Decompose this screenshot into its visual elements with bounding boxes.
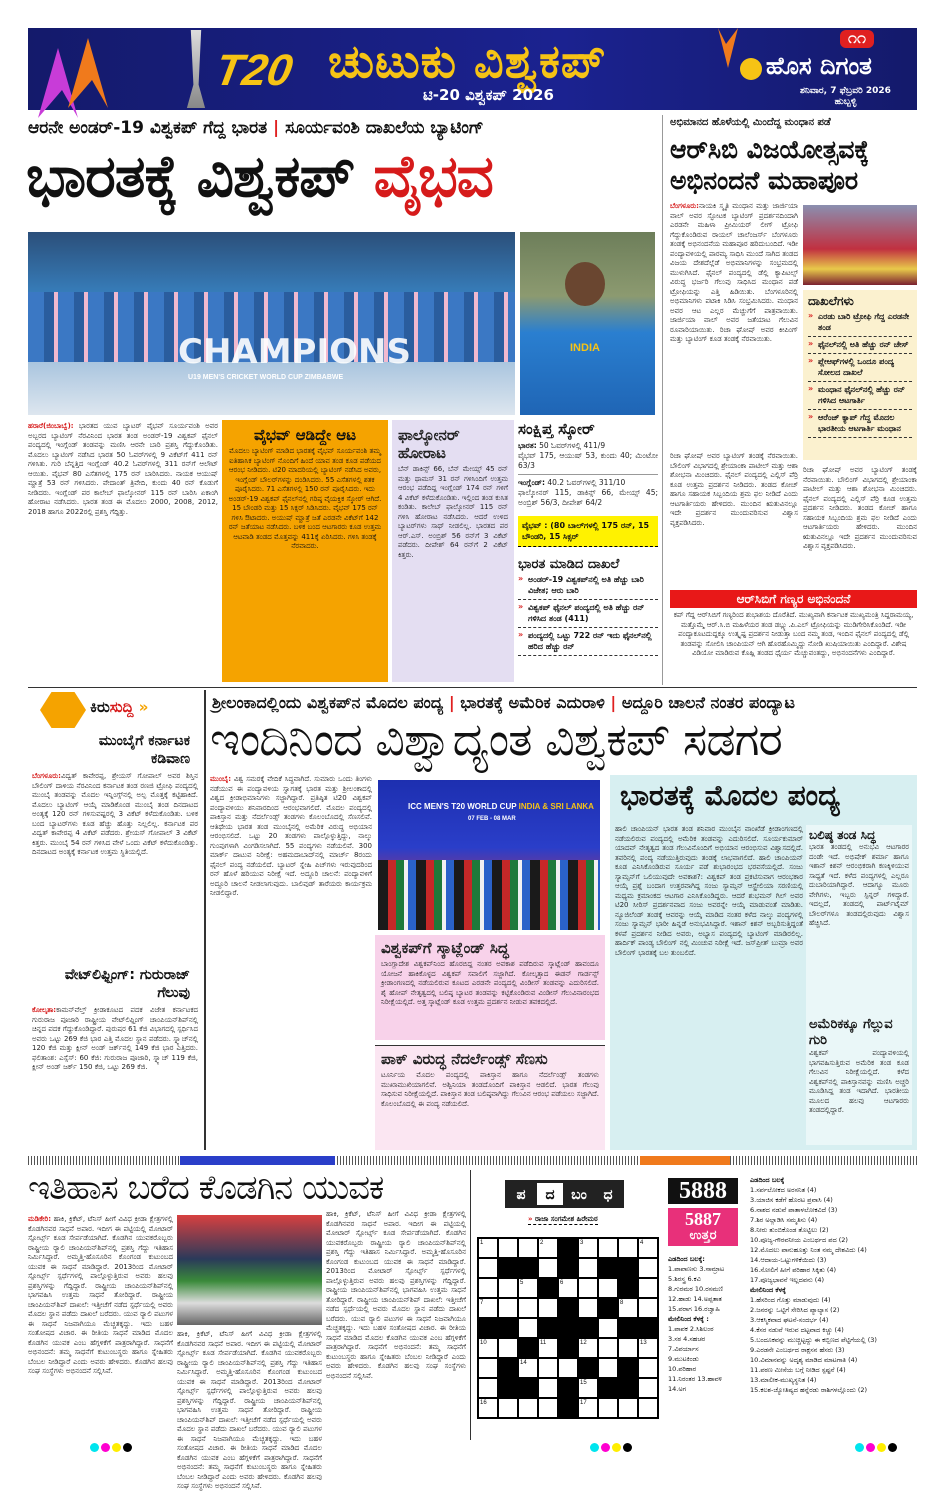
lead-body	[28, 422, 218, 684]
title-letter: ಪ	[516, 1186, 526, 1202]
rcb-body	[670, 202, 798, 450]
records-title: ದಾಖಲೆಗಳು	[808, 294, 854, 308]
crossword-block	[618, 1258, 638, 1278]
crossword-cell[interactable]	[498, 1298, 518, 1318]
lead-headline	[26, 142, 493, 211]
clue-item: 16.ಸೋಲಿಗೆ ಹೀಗೆ ಪರಿಹಾರ ಸಿಕ್ಕಿತು (4)	[750, 1266, 837, 1274]
section-banner	[28, 28, 917, 110]
kodagu-body-col2: ಹಾಕಿ, ಕ್ರಿಕೆಟ್, ಟೆನಿಸ್ ಹೀಗೆ ವಿವಿಧ ಕ್ರೀಡಾ ಕ್ಷೇತ್ರಗಳಲ್ಲಿ ಕೊಡಗಿನವರ ಸಾಧನೆ ಅಪಾರ. ಇದೀಗ ಈ ಪಟ್ಟಿಯಲ್ಲಿ ಮೋಟಾರ್ ಸ್ಪೋರ್ಟ್ಸ್ ಕೂಡ ಸೇರ್ಪಡೆಯಾಗಿದೆ. ಕೊಡಗಿನ ಯುವಕರೊಬ್ಬರು ರಾಷ್ಟ್ರೀಯ ರ‍್ಯಾಲಿ ಚಾಂಪಿಯನ್‌ಶಿಪ್‌ನಲ್ಲಿ ಪ್ರಶಸ್ತಿ ಗೆದ್ದು ಇತಿಹಾಸ ನಿರ್ಮಿಸಿದ್ದಾರೆ. ಅಮ್ಮತ್ತಿ-ಹೊಸೂರಿನ ಕೊಂಗಂಡ ಕುಟುಂಬದ ಯುವಕ ಈ ಸಾಧನೆ ಮಾಡಿದ್ದಾರೆ. 2013ರಿಂದ ಮೋಟಾರ್ ಸ್ಪೋರ್ಟ್ಸ್ ಸ್ಪರ್ಧೆಗಳಲ್ಲಿ ಪಾಲ್ಗೊಳ್ಳುತ್ತಿರುವ ಅವರು ಹಲವು ಪ್ರಶಸ್ತಿಗಳನ್ನು ಗೆದ್ದಿದ್ದಾರೆ. ರಾಷ್ಟ್ರೀಯ ಚಾಂಪಿಯನ್‌ಶಿಪ್‌ನಲ್ಲಿ ಭಾಗವಹಿಸಿ ಉತ್ತಮ ಸಾಧನೆ ತೋರಿದ್ದಾರೆ. ರಾಷ್ಟ್ರೀಯ ಚಾಂಪಿಯನ್‌ಶಿಪ್ ದಾಖಲೆ: ಇತ್ತೀಚೆಗೆ ನಡೆದ ಸ್ಪರ್ಧೆಯಲ್ಲಿ ಅವರು ಮೊದಲ ಸ್ಥಾನ ಪಡೆದು ದಾಖಲೆ ಬರೆದರು. ಯುವ ರ‍್ಯಾಲಿ ಪಟುಗಳ ಈ ಸಾಧನೆ ನಿಜವಾಗಿಯೂ ಮೆಚ್ಚತಕ್ಕದ್ದು. ಇದು ಬಹಳ ಸಂತೋಷದ ವಿಚಾರ. ಈ ರೀತಿಯ ಸಾಧನೆ ಮಾಡಿದ ಮೊದಲ ಕೊಡಗಿನ ಯುವಕ ಎಂಬ ಹೆಗ್ಗಳಿಕೆಗೆ ಪಾತ್ರರಾಗಿದ್ದಾರೆ. ಸಾಧನೆಗೆ ಅಭಿನಂದನೆ: ತಮ್ಮ ಸಾಧನೆಗೆ ಕುಟುಂಬಸ್ಥರು ಹಾಗೂ ಸ್ನೇಹಿತರು ಬೆಂಬಲ ನೀಡಿದ್ದಾರೆ ಎಂದು ಅವರು ಹೇಳಿದರು. ಕೊಡಗಿನ ಹಲವು ಸಂಘ ಸಂಸ್ಥೆಗಳು ಅಭಿನಂದನೆ ಸಲ್ಲಿಸಿವೆ.	[177, 1330, 322, 1490]
clue-item: 9.ಮುಟಕಿಂಡು	[668, 1355, 699, 1363]
crossword-cell[interactable]	[638, 1278, 658, 1298]
crossword-block	[598, 1298, 618, 1318]
page-number: ೧೧	[840, 30, 874, 48]
crossword-cell[interactable]	[578, 1278, 598, 1298]
crossword-cell[interactable]	[618, 1398, 638, 1418]
clue-item: 10.ಪರಿಹಾರ	[668, 1365, 697, 1373]
side-body: ಭಾರತ ತಂಡದಲ್ಲಿ ಅನುಭವಿ ಆಟಗಾರರ ದಂಡೇ ಇದೆ. ಅಭಿಷೇಕ್ ಶರ್ಮಾ ಹಾಗೂ ಇಶಾನ್ ಕಿಶನ್ ಆರಂಭಿಕರಾಗಿ ಕಣಕ್ಕಿಳಿಯುವ ಸಾಧ್ಯತೆ ಇದೆ. ಕಳೆದ ಪಂದ್ಯಗಳಲ್ಲಿ ಎಲ್ಲರೂ ದುಬಾರಿಯಾಗಿದ್ದಾರೆ. ಆದಾಗ್ಯೂ ಮೂರು ವೇಗಿಗಳು, ಇಬ್ಬರು ಸ್ಪಿನ್ನರ್ ಗಳಿದ್ದಾರೆ. ಇದಲ್ಲದೆ, ತಂಡದಲ್ಲಿ ಪಾರ್ಟ್‌ಟೈಮ್ ಬೌಲರ್‌ಗಳೂ ತಂಡದಲ್ಲಿರುವುದು ವಿಶ್ವಾಸ ಹೆಚ್ಚಿಸಿದೆ.	[809, 843, 909, 927]
kicker-part: ಸೂರ್ಯವಂಶಿ ದಾಖಲೆಯ ಬ್ಯಾಟಿಂಗ್	[285, 118, 484, 138]
record-item: » ಪ್ಲೇಆಫ್‌ಗಳಲ್ಲಿ ಒಂದೂ ಪಂದ್ಯ ಸೋಲದ ದಾಖಲೆ	[808, 354, 912, 382]
vaibhav-photo	[520, 232, 655, 415]
clue-heading: ಎಡದಿಂದ ಬಲಕ್ಕೆ:	[668, 1255, 705, 1263]
crossword-cell[interactable]: 13	[638, 1338, 658, 1358]
body-text: ಹಾಕಿ, ಕ್ರಿಕೆಟ್, ಟೆನಿಸ್ ಹೀಗೆ ವಿವಿಧ ಕ್ರೀಡಾ ಕ್ಷೇತ್ರಗಳಲ್ಲಿ ಕೊಡಗಿನವರ ಸಾಧನೆ ಅಪಾರ. ಇದೀಗ ಈ ಪಟ್ಟಿಯಲ್ಲಿ ಮೋಟಾರ್ ಸ್ಪೋರ್ಟ್ಸ್ ಕೂಡ ಸೇರ್ಪಡೆಯಾಗಿದೆ. ಕೊಡಗಿನ ಯುವಕರೊಬ್ಬರು ರಾಷ್ಟ್ರೀಯ ರ‍್ಯಾಲಿ ಚಾಂಪಿಯನ್‌ಶಿಪ್‌ನಲ್ಲಿ ಪ್ರಶಸ್ತಿ ಗೆದ್ದು ಇತಿಹಾಸ ನಿರ್ಮಿಸಿದ್ದಾರೆ. ಅಮ್ಮತ್ತಿ-ಹೊಸೂರಿನ ಕೊಂಗಂಡ ಕುಟುಂಬದ ಯುವಕ ಈ ಸಾಧನೆ ಮಾಡಿದ್ದಾರೆ. 2013ರಿಂದ ಮೋಟಾರ್ ಸ್ಪೋರ್ಟ್ಸ್ ಸ್ಪರ್ಧೆಗಳಲ್ಲಿ ಪಾಲ್ಗೊಳ್ಳುತ್ತಿರುವ ಅವರು ಹಲವು ಪ್ರಶಸ್ತಿಗಳನ್ನು ಗೆದ್ದಿದ್ದಾರೆ. ರಾಷ್ಟ್ರೀಯ ಚಾಂಪಿಯನ್‌ಶಿಪ್‌ನಲ್ಲಿ ಭಾಗವಹಿಸಿ ಉತ್ತಮ ಸಾಧನೆ ತೋರಿದ್ದಾರೆ. ರಾಷ್ಟ್ರೀಯ ಚಾಂಪಿಯನ್‌ಶಿಪ್ ದಾಖಲೆ: ಇತ್ತೀಚೆಗೆ ನಡೆದ ಸ್ಪರ್ಧೆಯಲ್ಲಿ ಅವರು ಮೊದಲ ಸ್ಥಾನ ಪಡೆದು ದಾಖಲೆ ಬರೆದರು. ಯುವ ರ‍್ಯಾಲಿ ಪಟುಗಳ ಈ ಸಾಧನೆ ನಿಜವಾಗಿಯೂ ಮೆಚ್ಚತಕ್ಕದ್ದು. ಇದು ಬಹಳ ಸಂತೋಷದ ವಿಚಾರ. ಈ ರೀತಿಯ ಸಾಧನೆ ಮಾಡಿದ ಮೊದಲ ಕೊಡಗಿನ ಯುವಕ ಎಂಬ ಹೆಗ್ಗಳಿಕೆಗೆ ಪಾತ್ರರಾಗಿದ್ದಾರೆ. ಸಾಧನೆಗೆ ಅಭಿನಂದನೆ: ತಮ್ಮ ಸಾಧನೆಗೆ ಕುಟುಂಬಸ್ಥರು ಹಾಗೂ ಸ್ನೇಹಿತರು ಬೆಂಬಲ ನೀಡಿದ್ದಾರೆ ಎಂದು ಅವರು ಹೇಳಿದರು. ಕೊಡಗಿನ ಹಲವು ಸಂಘ ಸಂಸ್ಥೆಗಳು ಅಭಿನಂದನೆ ಸಲ್ಲಿಸಿವೆ.	[28, 1215, 173, 1375]
clue-item: 7.ಶಿರ ಅಲ್ಲಾಡಿಸಿ ಸಮ್ಮತಿಸು (4)	[750, 1216, 818, 1224]
photo-title-accent: INDIA & SRI LANKA	[518, 802, 594, 811]
clue-item: 4.ಕೆಸರ ನಡುವೆ ಇರುವ ದಟ್ಟವಾದ ಕಿಚ್ಚು (4)	[750, 1326, 844, 1334]
record-item: » ಆರೆಂಜ್ ಕ್ಯಾಪ್ ಗೆದ್ದ ಮೊದಲ ಭಾರತೀಯ ಆಟಗಾರ್ತಿ ಮಂಧಾನ	[808, 410, 912, 438]
paper-emblem-icon	[740, 58, 762, 80]
crossword-cell[interactable]	[578, 1298, 598, 1318]
body-text: ವಿದ್ವತ್ ಕಾವೇರಪ್ಪ, ಶ್ರೇಯಸ್ ಗೋಪಾಲ್ ಅವರ ಶಿಸ್ತಿನ ಬೌಲಿಂಗ್ ದಾಳಿಯ ನೆರವಿನಿಂದ ಕರ್ನಾಟಕ ತಂಡ ರಣಜಿ ಟ್ರೋಫಿ ಪಂದ್ಯದಲ್ಲಿ ಮುಂಬೈ ತಂಡವನ್ನು ಮೊದಲ ಇನ್ನಿಂಗ್ಸ್‌ನಲ್ಲಿ ಅಲ್ಪ ಮೊತ್ತಕ್ಕೆ ಕಟ್ಟಿಹಾಕಿದೆ. ಮೊದಲು ಬ್ಯಾಟಿಂಗ್ ಆಯ್ಕೆ ಮಾಡಿಕೊಂಡ ಮುಂಬೈ ತಂಡ ದಿನದಾಟದ ಅಂತ್ಯಕ್ಕೆ 120 ರನ್ ಗಳಿಸುವಷ್ಟರಲ್ಲಿ 3 ವಿಕೆಟ್ ಕಳೆದುಕೊಂಡಿತು. ಬಳಿಕ ಬಂದ ಬ್ಯಾಟರ್‌ಗಳು ಕೂಡ ಹೆಚ್ಚು ಹೊತ್ತು ನಿಲ್ಲಲಿಲ್ಲ. ಕರ್ನಾಟಕ ಪರ ವಿದ್ವತ್ ಕಾವೇರಪ್ಪ 4 ವಿಕೆಟ್ ಪಡೆದರು. ಶ್ರೇಯಸ್ ಗೋಪಾಲ್ 3 ವಿಕೆಟ್ ಕಿತ್ತರು. ಮುಂಬೈ 54 ರನ್ ಗಳಿಸಿದ ವೇಳೆ ಒಂದು ವಿಕೆಟ್ ಕಳೆದುಕೊಂಡಿತ್ತು. ದಿನದಾಟದ ಅಂತ್ಯಕ್ಕೆ ಕರ್ನಾಟಕ ಉತ್ತಮ ಸ್ಥಿತಿಯಲ್ಲಿದೆ.	[32, 772, 198, 856]
clue-item: 5.ಶಿರಸ್ತ್ರ 6.ಕವಿ	[668, 1275, 701, 1283]
rcb-body-continued: ರಿಚಾ ಘೋಷ್ ಅವರ ಬ್ಯಾಟಿಂಗ್ ತಂಡಕ್ಕೆ ನೆರವಾಯಿತು. ಬೌಲಿಂಗ್ ವಿಭಾಗದಲ್ಲಿ ಶ್ರೇಯಾಂಕಾ ಪಾಟೀಲ್ ಮತ್ತು ಆಶಾ ಶೋಭನಾ ಮಿಂಚಿದರು. ಫೈನಲ್ ಪಂದ್ಯದಲ್ಲಿ ಎಲ್ಲಿಸ್ ಪೆರ್ರಿ ಕೂಡ ಉತ್ತಮ ಪ್ರದರ್ಶನ ನೀಡಿದರು. ತಂಡದ ಕೋಚ್ ಹಾಗೂ ಸಹಾಯಕ ಸಿಬ್ಬಂದಿಯ ಶ್ರಮ ಫಲ ನೀಡಿದೆ ಎಂದು ಆಟಗಾರ್ತಿಯರು ಹೇಳಿದರು. ಮುಂದಿನ ಋತುವಿನಲ್ಲೂ ಇದೇ ಪ್ರದರ್ಶನ ಮುಂದುವರಿಸುವ ವಿಶ್ವಾಸ ವ್ಯಕ್ತಪಡಿಸಿದರು.	[803, 466, 917, 550]
kodagu-headline: ಇತಿಹಾಸ ಬರೆದ ಕೊಡಗಿನ ಯುವಕ	[28, 1168, 384, 1208]
clue-item: 14.ಆದಾಯ-ಒಟ್ಟುಗಳಿಕೆಯಿದು (3)	[750, 1256, 827, 1264]
crossword-cell[interactable]	[598, 1238, 618, 1258]
clue-item: 1.ಪಾಪಾಣಸು 3.ಸಾಮ್ರಾಟ	[668, 1265, 725, 1273]
record-item: » ಪಂದ್ಯದಲ್ಲಿ ಒಟ್ಟು 722 ರನ್ ಇದು ಫೈನಲ್‌ನಲ್ಲಿ ಹರಿದ ಹೆಚ್ಚು ರನ್	[518, 628, 658, 656]
story-body	[32, 1006, 198, 1150]
photo-caption: CHAMPIONS	[178, 332, 411, 372]
crossword-cell[interactable]	[538, 1378, 558, 1398]
clue-item: 6.ನಾಶದ ನಡುವೆ ಪಾತಾಳಲೋಕವಿದೆ (3)	[750, 1206, 838, 1214]
banner-subtitle: ಟಿ-20 ವಿಶ್ವಕಪ್ 2026	[423, 86, 554, 104]
crossword-block	[538, 1318, 558, 1338]
clue-item: 1.ಪಾಪಕ 2.ಸಿಶಿಲಂಠ	[668, 1325, 714, 1333]
author-name: ರಾಜಾ ಸಂಗಮೇಶ ಹಿರೇಮಠ	[534, 1215, 598, 1223]
crossword-cell[interactable]: 15	[578, 1378, 598, 1398]
record-item: » ಫೈನಲ್‌ನಲ್ಲಿ ಅತಿ ಹೆಚ್ಚು ರನ್ ಚೇಸ್	[808, 337, 912, 354]
clue-heading: ಎಡದಿಂದ ಬಲಕ್ಕೆ	[750, 1176, 785, 1184]
crossword-block	[558, 1398, 578, 1418]
scorecard-title: ಸಂಕ್ಷಿಪ್ತ ಸ್ಕೋರ್	[518, 420, 595, 438]
crossword-cell[interactable]: 1	[478, 1238, 498, 1258]
section-separator	[28, 1156, 917, 1165]
clue-item: 9.ಎರಡನೇ ಎಂಬರ್ಥದ ರಾಕ್ಷಸನ ಹೆಸರು (3)	[750, 1346, 845, 1354]
record-item: » ಮಂಧಾನ ಫೈನಲ್‌ನಲ್ಲಿ ಹೆಚ್ಚು ರನ್ ಗಳಿಸಿದ ಆಟಗಾರ್ತಿ	[808, 382, 912, 410]
date-text: ಶನಿವಾರ, 7 ಫೆಬ್ರವರಿ 2026	[800, 86, 891, 96]
crossword-cell[interactable]: 7	[478, 1298, 498, 1318]
crossword-cell[interactable]	[498, 1238, 518, 1258]
player-head	[565, 262, 605, 306]
crossword-cell[interactable]	[478, 1278, 498, 1298]
crossword-cell[interactable]: 2	[538, 1238, 558, 1258]
clue-heading: ಮೇಲಿನಿಂದ ಕೆಳಕ್ಕೆ :	[668, 1315, 709, 1323]
story-headline: ವೇಟ್‌ಲಿಫ್ಟಿಂಗ್: ಗುರುರಾಜ್ ಗೆಲುವು	[64, 967, 190, 1001]
vaibhav-box	[222, 420, 388, 682]
box-body: ಮೊದಲು ಬ್ಯಾಟಿಂಗ್ ಮಾಡಿದ ಭಾರತಕ್ಕೆ ವೈಭವ್ ಸೂರ್ಯವಂಶಿ ತಮ್ಮ ಐತಿಹಾಸಿಕ ಬ್ಯಾಟಿಂಗ್ ನೊಂದಿಗೆ ಹಿಂದೆ ಯಾವ ತಂಡ ಕೂಡ ಪಡೆಯದ ಆರಂಭ ನೀಡಿದರು. ಟಿ20 ಮಾದರಿಯಲ್ಲಿ ಬ್ಯಾಟಿಂಗ್ ನಡೆಸಿದ ಅವರು, ಇಂಗ್ಲೆಂಡ್ ಬೌಲರ್‌ಗಳನ್ನು ದಂಡಿಸಿದರು. 55 ಎಸೆತಗಳಲ್ಲಿ ಶತಕ ಪೂರೈಸಿದರು. 71 ಎಸೆತಗಳಲ್ಲಿ 150 ರನ್ ಪೂರೈಸಿದರು. ಇದು ಅಂಡರ್-19 ವಿಶ್ವಕಪ್ ಫೈನಲ್‌ನಲ್ಲಿ ಗರಿಷ್ಠ ವೈಯಕ್ತಿಕ ಸ್ಕೋರ್ ಆಗಿದೆ. 15 ಬೌಂಡರಿ ಮತ್ತು 15 ಸಿಕ್ಸರ್ ಸಿಡಿಸಿದರು. ವೈಭವ್ 175 ರನ್ ಗಳಿಸಿ ಔಟಾದರು. ಅಯುಷ್ ಮ್ಹಾತ್ರೆ ಜತೆ ಎರಡನೇ ವಿಕೆಟ್‌ಗೆ 142 ರನ್ ಜತೆಯಾಟ ನಡೆಸಿದರು. ಬಳಿಕ ಬಂದ ಆಟಗಾರರು ಕೂಡ ಉತ್ತಮ ಆಟವಾಡಿ ತಂಡದ ಮೊತ್ತವನ್ನು 411ಕ್ಕೆ ಏರಿಸಿದರು. ಗಳಿಸಿ ತಂಡಕ್ಕೆ ನೆರವಾದರು.	[228, 447, 382, 550]
crossword-title	[505, 1180, 624, 1208]
section-rule	[28, 687, 917, 688]
crossword-clues	[750, 1175, 920, 1395]
crossword-block	[558, 1318, 578, 1338]
story-headline: ಮುಂಬೈಗೆ ಕರ್ನಾಟಕ ಕಡಿವಾಣ	[98, 733, 190, 767]
vaibhav-highlight: ವೈಭವ್ : (80 ಬಾಲ್‌ಗಳಲ್ಲಿ 175 ರನ್, 15 ಬೌಂಡರಿ, 15 ಸಿಕ್ಸರ್	[518, 516, 658, 547]
previous-answers	[668, 1254, 743, 1394]
crossword-block	[598, 1258, 618, 1278]
rcb-greetings-body: ಕಪ್ ಗೆದ್ದ ಆರ್‌ಸಿಬಿಗೆ ಗಣ್ಯರಿಂದ ಶುಭಾಶಯ ದೊರೆತಿದೆ. ಮುಖ್ಯವಾಗಿ ಕರ್ನಾಟಕ ಮುಖ್ಯಮಂತ್ರಿ ಸಿದ್ದರಾಮಯ್ಯ, ಮತ್ತೊಮ್ಮೆ ಆರ್.ಸಿ.ಬಿ ಮಹಿಳೆಯರ ತಂಡ ಡಬ್ಲ್ಯು.ಪಿ.ಎಲ್ ಟ್ರೋಫಿಯನ್ನು ಮುಡಿಗೇರಿಸಿಕೊಂಡಿದೆ. ಇಡೀ ಪಂದ್ಯಾಕೂಟದುದ್ದಕ್ಕೂ ಉತ್ಕೃಷ್ಟ ಪ್ರದರ್ಶನ ನೀಡುತ್ತಾ ಬಂದ ನಮ್ಮ ತಂಡ, ಇಂದಿನ ಫೈನಲ್ ಪಂದ್ಯದಲ್ಲಿ ಡೆಲ್ಲಿ ತಂಡವನ್ನು ಸೋಲಿಸಿ ಚಾಂಪಿಯನ್ ಆಗಿ ಹೊರಹೊಮ್ಮಿದ್ದು ನೋಡಿ ಖುಷಿಯಾಯಿತು ಎಂದಿದ್ದಾರೆ. ವಿಶೇಷ ವಿಡಿಯೋ ಮಾಡಿರುವ ಕೊಹ್ಲಿ ತಂಡದ ಧೈರ್ಯ ಮೆಚ್ಚುವಂತದ್ದು, ಅಭಿನಂದನೆಗಳು ಎಂದಿದ್ದಾರೆ.	[673, 611, 914, 657]
records-title: ಭಾರತ ಮಾಡಿದ ದಾಖಲೆ	[518, 557, 620, 572]
clue-item: 8.ನೀರು ತುಂಬಿಕೊಂಡ ತೊಟ್ಟಿಲು (2)	[750, 1226, 829, 1234]
team-label: ಭಾರತ:	[518, 441, 537, 450]
crossword-cell[interactable]	[518, 1318, 538, 1338]
clue-item: 15.ಕಲಶ-ಜ್ಯೋತಿಷ್ಯದ ಹನ್ನೆರಡು ರಾಶಿಗಳಲ್ಲೊಂದು (2)	[750, 1386, 868, 1394]
crossword-grid	[477, 1237, 659, 1419]
body-text: ನಾಯಕಿ ಸ್ಮೃತಿ ಮಂಧಾನ ಮತ್ತು ಜಾರ್ಜಿಯಾ ವಾಲ್ ಅವರ ಸ್ಫೋಟಕ ಬ್ಯಾಟಿಂಗ್ ಪ್ರದರ್ಶನದಿಂದಾಗಿ ಎರಡನೇ ಮಹಿಳಾ ಪ್ರೀಮಿಯರ್ ಲೀಗ್ ಟ್ರೋಫಿ ಗೆದ್ದುಕೊಂಡಿರುವ ರಾಯಲ್ ಚಾಲೆಂಜರ್ಸ್ ಬೆಂಗಳೂರು ತಂಡಕ್ಕೆ ಅಭಿನಂದನೆಯ ಮಹಾಪೂರ ಹರಿದುಬಂದಿದೆ. ಇಡೀ ಪಂದ್ಯಾವಳಿಯಲ್ಲಿ ಪಾರಮ್ಯ ಸಾಧಿಸಿ ಮುಂದೆ ಸಾಗಿದ ತಂಡದ ವಿಜಯ ದೇಶದೆಲ್ಲೆಡೆ ಅಭಿಮಾನಿಗಳನ್ನು ಸಂಭ್ರಮದಲ್ಲಿ ಮುಳುಗಿಸಿದೆ. ಫೈನಲ್ ಪಂದ್ಯದಲ್ಲಿ ಡೆಲ್ಲಿ ಕ್ಯಾಪಿಟಲ್ಸ್ ವಿರುದ್ಧ ಭರ್ಜರಿ ಗೆಲುವು ಸಾಧಿಸಿದ ಮಂಧಾನ ಪಡೆ ಟ್ರೋಫಿಯನ್ನು ಎತ್ತಿ ಹಿಡಿಯಿತು. ಬೆಂಗಳೂರಿನಲ್ಲಿ ಅಭಿಮಾನಿಗಳು ಪಟಾಕಿ ಸಿಡಿಸಿ ಸಂಭ್ರಮಿಸಿದರು. ಮಂಧಾನ ಅವರ ಆಟ ಎಲ್ಲರ ಮೆಚ್ಚುಗೆಗೆ ಪಾತ್ರವಾಯಿತು. ಜಾರ್ಜಿಯಾ ವಾಲ್ ಅವರ ಜತೆಯಾಟ ಗೆಲುವಿನ ರೂವಾರಿಯಾಯಿತು. ರಿಚಾ ಘೋಷ್ ಅವರ ಕೀಪಿಂಗ್ ಮತ್ತು ಬ್ಯಾಟಿಂಗ್ ಕೂಡ ತಂಡಕ್ಕೆ ನೆರವಾಯಿತು.	[670, 202, 798, 343]
rally-photo	[177, 1215, 322, 1325]
dateline: ಮುಂಬೈ:	[210, 775, 232, 783]
paper-name: ಹೊಸ ದಿಗಂತ	[766, 52, 872, 80]
team-score: 50 ಓವರ್‌ಗಳಲ್ಲಿ 411/9	[539, 441, 606, 450]
crossword-cell[interactable]: 3	[578, 1238, 598, 1258]
box-title: ಫಾಲ್ಕೋನರ್ ಹೋರಾಟ	[398, 426, 460, 462]
crossword-cell[interactable]	[598, 1338, 618, 1358]
crossword-cell[interactable]	[578, 1258, 598, 1278]
clue-item: 2.ಜನರನ್ನು ಒಟ್ಟಿಗೆ ಸೇರಿಸಿದ ಪ್ಯಾಲ್ಯಾಸ (2)	[750, 1306, 840, 1314]
title-letter: ಧ	[603, 1186, 613, 1202]
record-item: » ಅಂಡರ್-19 ವಿಶ್ವಕಪ್‌ನಲ್ಲಿ ಅತಿ ಹೆಚ್ಚು ಬಾರಿ ವಿಜೇತ; ಆರು ಬಾರಿ	[518, 572, 658, 600]
crossword-cell[interactable]	[498, 1278, 518, 1298]
body-text: ವಿಶ್ವ ಸಮರಕ್ಕೆ ವೇದಿಕೆ ಸಿದ್ಧವಾಗಿದೆ. ಸುಮಾರು ಒಂದು ತಿಂಗಳು ನಡೆಯುವ ಈ ಪಂದ್ಯಾವಳಿಯ ಸ್ವಾಗತಕ್ಕೆ ಭಾರತ ಮತ್ತು ಶ್ರೀಲಂಕಾದಲ್ಲಿ ವಿಶ್ವದ ಕ್ರೀಡಾಭಿಮಾನಿಗಳು ಸಜ್ಜಾಗಿದ್ದಾರೆ. ಪ್ರತಿಷ್ಠಿತ ಟಿ20 ವಿಶ್ವಕಪ್ ಪಂದ್ಯಾವಳಿಯು ಶನಿವಾರದಿಂದ ಆರಂಭವಾಗಲಿದೆ. ಮೊದಲ ಪಂದ್ಯದಲ್ಲಿ ಪಾಕಿಸ್ತಾನ ಮತ್ತು ನೆದರ್ಲೆಂಡ್ಸ್ ತಂಡಗಳು ಕೊಲಂಬೊದಲ್ಲಿ ಸೆಣಸಲಿವೆ. ಆತಿಥೇಯ ಭಾರತ ತಂಡ ಮುಂಬೈನಲ್ಲಿ ಅಮೆರಿಕ ವಿರುದ್ಧ ಅಭಿಯಾನ ಆರಂಭಿಸಲಿದೆ. ಒಟ್ಟು 20 ತಂಡಗಳು ಪಾಲ್ಗೊಳ್ಳುತ್ತಿದ್ದು, ನಾಲ್ಕು ಗುಂಪುಗಳಾಗಿ ವಿಂಗಡಿಸಲಾಗಿದೆ. 55 ಪಂದ್ಯಗಳು ನಡೆಯಲಿವೆ. 300 ಮಾರ್ಕ್ ದಾಟುವ ನಿರೀಕ್ಷೆ: ಅಹಮದಾಬಾದ್‌ನಲ್ಲಿ ಮಾರ್ಚ್ 8ರಂದು ಫೈನಲ್ ಪಂದ್ಯ ನಡೆಯಲಿದೆ. ಬ್ಯಾಟರ್ ಸ್ನೇಹಿ ಪಿಚ್‌ಗಳು ಇರುವುದರಿಂದ ರನ್ ಹೊಳೆ ಹರಿಯುವ ನಿರೀಕ್ಷೆ ಇದೆ. ಅದ್ದೂರಿ ಚಾಲನೆ: ಪಂದ್ಯಾವಳಿಗೆ ಅದ್ದೂರಿ ಚಾಲನೆ ನೀಡಲಾಗುವುದು. ಬಾಲಿವುಡ್ ತಾರೆಯರು ಕಾರ್ಯಕ್ರಮ ನೀಡಲಿದ್ದಾರೆ.	[210, 775, 372, 897]
photo-title-text: ICC MEN'S T20 WORLD CUP	[408, 802, 517, 811]
column-rule	[470, 1170, 471, 1440]
crossword-cell[interactable]	[638, 1398, 658, 1418]
issue-date	[800, 86, 891, 108]
scotland-box	[375, 935, 605, 1040]
title-letter: ದ	[537, 1183, 563, 1205]
kodagu-body	[28, 1215, 173, 1440]
rcb-body-col: ರಿಚಾ ಘೋಷ್ ಅವರ ಬ್ಯಾಟಿಂಗ್ ತಂಡಕ್ಕೆ ನೆರವಾಯಿತು. ಬೌಲಿಂಗ್ ವಿಭಾಗದಲ್ಲಿ ಶ್ರೇಯಾಂಕಾ ಪಾಟೀಲ್ ಮತ್ತು ಆಶಾ ಶೋಭನಾ ಮಿಂಚಿದರು. ಫೈನಲ್ ಪಂದ್ಯದಲ್ಲಿ ಎಲ್ಲಿಸ್ ಪೆರ್ರಿ ಕೂಡ ಉತ್ತಮ ಪ್ರದರ್ಶನ ನೀಡಿದರು. ತಂಡದ ಕೋಚ್ ಹಾಗೂ ಸಹಾಯಕ ಸಿಬ್ಬಂದಿಯ ಶ್ರಮ ಫಲ ನೀಡಿದೆ ಎಂದು ಆಟಗಾರ್ತಿಯರು ಹೇಳಿದರು. ಮುಂದಿನ ಋತುವಿನಲ್ಲೂ ಇದೇ ಪ್ರದರ್ಶನ ಮುಂದುವರಿಸುವ ವಿಶ್ವಾಸ ವ್ಯಕ್ತಪಡಿಸಿದರು.	[670, 452, 798, 527]
crossword-cell[interactable]	[598, 1398, 618, 1418]
box-body: ಬೆನ್ ಡಾಕಿನ್ಸ್ 66, ಬೆನ್ ಮೇಯ್ಸ್ 45 ರನ್ ಮತ್ತು ಥಾಮಸ್ 31 ರನ್ ಗಳಿಸಿಂದಿಗೆ ಉತ್ತಮ ಆರಂಭ ಪಡೆದಿದ್ದ ಇಂಗ್ಲೆಂಡ್ 174 ರನ್ ಗಳಿಗೆ 4 ವಿಕೆಟ್ ಕಳೆದುಕೊಂಡಿತು. ಇಲ್ಲಿಂದ ತಂಡ ಕುಸಿತ ಕಂಡಿತು. ಕಾಲೇಬ್ ಫಾಲ್ಕೋನರ್ 115 ರನ್ ಗಳಿಸಿ ಹೋರಾಟ ನಡೆಸಿದರು. ಆದರೆ ಉಳಿದ ಬ್ಯಾಟರ್‌ಗಳು ಸಾಥ್ ನೀಡಲಿಲ್ಲ. ಭಾರತದ ಪರ ಆರ್.ಎಸ್. ಅಂಬ್ರಿಶ್ 56 ರನ್‌ಗೆ 3 ವಿಕೆಟ್ ಪಡೆದರು. ದೀಪೇಶ್ 64 ರನ್‌ಗೆ 2 ವಿಕೆಟ್ ಕಿತ್ತರು.	[398, 465, 508, 559]
clue-item: 1.ಸರ್ಪಲೋಕದ ಅರಸನಿತ (4)	[750, 1186, 817, 1194]
banner-title: ಚುಟುಕು ವಿಶ್ವಕಪ್	[328, 34, 607, 88]
clue-item: 11.ನಿರಂತರ 13.ಹಾವಳಿ	[668, 1375, 723, 1383]
crossword-cell[interactable]	[478, 1258, 498, 1278]
box-title: ಪಾಕ್ ವಿರುದ್ಧ ನೆದರ್ಲೆಂಡ್ಸ್ ಸೆಣಸು	[381, 1050, 548, 1068]
clue-item: 1.ಹೆಸರಿಂದ ಗೊತ್ತು ಮಾಡುವುದು (4)	[750, 1296, 831, 1304]
rcb-greetings-banner: ಆರ್‌ಸಿಬಿಗೆ ಗಣ್ಯರ ಅಭಿನಂದನೆ	[670, 590, 917, 608]
crossword-cell[interactable]	[558, 1358, 578, 1378]
divider	[518, 474, 658, 475]
separator-accent	[180, 1156, 335, 1165]
clue-heading: ಮೇಲಿನಿಂದ ಕೆಳಕ್ಕೆ	[750, 1286, 786, 1294]
clue-item: 7.ವಿಪರ್ಯಾಸ	[668, 1345, 699, 1353]
city-text: ಹುಬ್ಬಳ್ಳಿ	[834, 97, 857, 107]
crossword-block	[518, 1378, 538, 1398]
answer-badge	[668, 1208, 738, 1246]
box-title: ವೈಭವ್ ಆಡಿದ್ದೇ ಆಟ	[254, 426, 356, 444]
story-body	[32, 772, 198, 962]
record-item: » ಎರಡು ಬಾರಿ ಟ್ರೋಫಿ ಗೆದ್ದ ಎರಡನೇ ತಂಡ	[808, 309, 912, 337]
rcb-celebration-photo	[803, 205, 917, 285]
dateline: ಮಡಿಕೇರಿ:	[28, 1215, 52, 1223]
crossword-cell[interactable]: 14	[518, 1358, 538, 1378]
box-title: ಭಾರತಕ್ಕೆ ಮೊದಲ ಪಂದ್ಯ	[620, 779, 841, 812]
dateline: ಬೆಂಗಳೂರು:	[670, 202, 699, 210]
clue-item: 8.ಗುರಮಠ 10.ರಸಮಣಿ	[668, 1285, 723, 1293]
crossword-block	[558, 1378, 578, 1398]
clue-item: 10.ವಿಮಾನವನ್ನು ಅದೃಶ್ಯ ಮಾಡಿದ ಮಾಟಗಾತಿ (4)	[750, 1356, 858, 1364]
falconer-box	[392, 420, 514, 682]
clue-item: 10.ಪೂಜ್ಯ-ಗೌರವನೀಯ ಎಂಬರ್ಥದ ಪದ (2)	[750, 1236, 848, 1244]
registration-marks	[855, 1437, 899, 1456]
side-title: ಬಲಿಷ್ಠ ತಂಡ ಸಿದ್ಧ	[809, 828, 876, 842]
team-detail: ಫಾಲ್ಕೋನರ್ 115, ಡಾಕಿನ್ಸ್ 66, ಮೇಯ್ಸ್ 45; ಅಂಬ್ರಿಶ್ 56/3, ದೀಪೇಶ್ 64/2	[518, 488, 658, 507]
crossword-cell[interactable]	[538, 1398, 558, 1418]
crossword-cell[interactable]	[538, 1258, 558, 1278]
crossword-block	[618, 1318, 638, 1338]
side-body: ವಿಶ್ವಕಪ್ ಪಂದ್ಯಾವಳಿಯಲ್ಲಿ ಭಾಗವಹಿಸುತ್ತಿರುವ ಅಮೆರಿಕ ತಂಡ ಕೂಡ ಗೆಲುವಿನ ನಿರೀಕ್ಷೆಯಲ್ಲಿದೆ. ಕಳೆದ ವಿಶ್ವಕಪ್‌ನಲ್ಲಿ ಪಾಕಿಸ್ತಾನವನ್ನು ಮಣಿಸಿ ಅಚ್ಚರಿ ಮೂಡಿಸಿದ್ದ ತಂಡ ಇದಾಗಿದೆ. ಭಾರತೀಯ ಮೂಲದ ಹಲವು ಆಟಗಾರರು ತಂಡದಲ್ಲಿದ್ದಾರೆ.	[809, 1049, 909, 1114]
england-score	[518, 478, 658, 508]
india-score	[518, 441, 658, 471]
rcb-kicker: ಅಭಿಮಾನದ ಹೊಳೆಯಲ್ಲಿ ಮಿಂದೆದ್ದ ಮಂಧಾನ ಪಡೆ	[670, 117, 831, 128]
decor-flame	[718, 28, 738, 68]
crossword-block	[558, 1298, 578, 1318]
headline-red: ವೈಭವ	[373, 142, 493, 210]
column-rule	[204, 690, 206, 1150]
registration-marks	[590, 1437, 634, 1456]
crossword-block	[518, 1258, 538, 1278]
kodagu-body-col3: ಹಾಕಿ, ಕ್ರಿಕೆಟ್, ಟೆನಿಸ್ ಹೀಗೆ ವಿವಿಧ ಕ್ರೀಡಾ ಕ್ಷೇತ್ರಗಳಲ್ಲಿ ಕೊಡಗಿನವರ ಸಾಧನೆ ಅಪಾರ. ಇದೀಗ ಈ ಪಟ್ಟಿಯಲ್ಲಿ ಮೋಟಾರ್ ಸ್ಪೋರ್ಟ್ಸ್ ಕೂಡ ಸೇರ್ಪಡೆಯಾಗಿದೆ. ಕೊಡಗಿನ ಯುವಕರೊಬ್ಬರು ರಾಷ್ಟ್ರೀಯ ರ‍್ಯಾಲಿ ಚಾಂಪಿಯನ್‌ಶಿಪ್‌ನಲ್ಲಿ ಪ್ರಶಸ್ತಿ ಗೆದ್ದು ಇತಿಹಾಸ ನಿರ್ಮಿಸಿದ್ದಾರೆ. ಅಮ್ಮತ್ತಿ-ಹೊಸೂರಿನ ಕೊಂಗಂಡ ಕುಟುಂಬದ ಯುವಕ ಈ ಸಾಧನೆ ಮಾಡಿದ್ದಾರೆ. 2013ರಿಂದ ಮೋಟಾರ್ ಸ್ಪೋರ್ಟ್ಸ್ ಸ್ಪರ್ಧೆಗಳಲ್ಲಿ ಪಾಲ್ಗೊಳ್ಳುತ್ತಿರುವ ಅವರು ಹಲವು ಪ್ರಶಸ್ತಿಗಳನ್ನು ಗೆದ್ದಿದ್ದಾರೆ. ರಾಷ್ಟ್ರೀಯ ಚಾಂಪಿಯನ್‌ಶಿಪ್‌ನಲ್ಲಿ ಭಾಗವಹಿಸಿ ಉತ್ತಮ ಸಾಧನೆ ತೋರಿದ್ದಾರೆ. ರಾಷ್ಟ್ರೀಯ ಚಾಂಪಿಯನ್‌ಶಿಪ್ ದಾಖಲೆ: ಇತ್ತೀಚೆಗೆ ನಡೆದ ಸ್ಪರ್ಧೆಯಲ್ಲಿ ಅವರು ಮೊದಲ ಸ್ಥಾನ ಪಡೆದು ದಾಖಲೆ ಬರೆದರು. ಯುವ ರ‍್ಯಾಲಿ ಪಟುಗಳ ಈ ಸಾಧನೆ ನಿಜವಾಗಿಯೂ ಮೆಚ್ಚತಕ್ಕದ್ದು. ಇದು ಬಹಳ ಸಂತೋಷದ ವಿಚಾರ. ಈ ರೀತಿಯ ಸಾಧನೆ ಮಾಡಿದ ಮೊದಲ ಕೊಡಗಿನ ಯುವಕ ಎಂಬ ಹೆಗ್ಗಳಿಕೆಗೆ ಪಾತ್ರರಾಗಿದ್ದಾರೆ. ಸಾಧನೆಗೆ ಅಭಿನಂದನೆ: ತಮ್ಮ ಸಾಧನೆಗೆ ಕುಟುಂಬಸ್ಥರು ಹಾಗೂ ಸ್ನೇಹಿತರು ಬೆಂಬಲ ನೀಡಿದ್ದಾರೆ ಎಂದು ಅವರು ಹೇಳಿದರು. ಕೊಡಗಿನ ಹಲವು ಸಂಘ ಸಂಸ್ಥೆಗಳು ಅಭಿನಂದನೆ ಸಲ್ಲಿಸಿವೆ.	[326, 1210, 466, 1380]
body-text: ಕಾಮನ್‌ವೆಲ್ತ್ ಕ್ರೀಡಾಕೂಟದ ಪದಕ ವಿಜೇತ ಕರ್ನಾಟಕದ ಗುರುರಾಜ ಪೂಜಾರಿ ರಾಷ್ಟ್ರೀಯ ವೇಟ್‌ಲಿಫ್ಟಿಂಗ್ ಚಾಂಪಿಯನ್‌ಶಿಪ್‌ನಲ್ಲಿ ಚಿನ್ನದ ಪದಕ ಗೆದ್ದುಕೊಂಡಿದ್ದಾರೆ. ಪುರುಷರ 61 ಕೆಜಿ ವಿಭಾಗದಲ್ಲಿ ಸ್ಪರ್ಧಿಸಿದ ಅವರು ಒಟ್ಟು 269 ಕೆಜಿ ಭಾರ ಎತ್ತಿ ಮೊದಲ ಸ್ಥಾನ ಪಡೆದರು. ಸ್ನ್ಯಾಚ್‌ನಲ್ಲಿ 120 ಕೆಜಿ ಮತ್ತು ಕ್ಲೀನ್ ಅಂಡ್ ಜರ್ಕ್‌ನಲ್ಲಿ 149 ಕೆಜಿ ಭಾರ ಎತ್ತಿದರು. ಫಲಿತಾಂಶ: ಎಸ್ಸೆಸ್: 60 ಕೆಜಿ: ಗುರುರಾಜ ಪೂಜಾರಿ, ಸ್ನ್ಯಾಚ್ 119 ಕೆಜಿ, ಕ್ಲೀನ್ ಅಂಡ್ ಜರ್ಕ್ 150 ಕೆಜಿ, ಒಟ್ಟು 269 ಕೆಜಿ.	[32, 1006, 198, 1071]
t20-kicker	[212, 693, 795, 713]
captains	[378, 860, 600, 930]
clue-item: 11.ಪಠಣ ಮೀಸೆಯ ಬಗ್ಗೆ ನೀಡಿದ ಸ್ಪಷ್ಟನೆ (4)	[750, 1366, 846, 1374]
box-body: ಬಾಂಗ್ಲಾದೇಶ ವಿಶ್ವಕಪ್‌ನಿಂದ ಹೊರಬಿದ್ದ ನಂತರ ಅವಕಾಶ ಪಡೆದಿರುವ ಸ್ಕಾಟ್ಲೆಂಡ್ ಹಾವಂದೂ ಯೋಜನೆ ಹಾಕಿಕೊಳ್ಳದ ವಿಶ್ವಕಪ್ ಸವಾಲಿಗೆ ಸಜ್ಜಾಗಿದೆ. ಕೋಲ್ಕತ್ತಾದ ಈಡನ್ ಗಾರ್ಡನ್ಸ್ ಕ್ರೀಡಾಂಗಣದಲ್ಲಿ ನಡೆಯಲಿರುವ ಕೂಟದ ಎರಡನೇ ಪಂದ್ಯದಲ್ಲಿ ವಿಂಡೀಸ್ ತಂಡವನ್ನು ಎದುರಿಸಲಿದೆ. ಶೈ ಹೋಪ್ ನೇತೃತ್ವದಲ್ಲಿ ಬಲಿಷ್ಠ ಬ್ಯಾಟರ ತಂಡವನ್ನು ಕಟ್ಟಿಕೊಂಡಿರುವ ವಿಂಡೀಸ್ ಗೆಲುವಿನಾರಂಭದ ನಿರೀಕ್ಷೆಯಲ್ಲಿದೆ. ಅತ್ತ ಸ್ಕಾಟ್ಲೆಂಡ್ ಕೂಡ ಉತ್ತಮ ಪ್ರದರ್ಶನ ನೀಡುವ ತವಕದಲ್ಲಿದೆ.	[381, 960, 599, 1006]
photo-dates: 07 FEB - 08 MAR	[468, 816, 516, 822]
clue-item: 12.ಹಾಡು 14.ಅಪ್ಪತಾತ	[668, 1295, 722, 1303]
box-body: ಹಾಲಿ ಚಾಂಪಿಯನ್ ಭಾರತ ತಂಡ ಶನಿವಾರ ಮುಂಬೈನ ವಾಂಖೆಡೆ ಕ್ರೀಡಾಂಗಣದಲ್ಲಿ ನಡೆಯಲಿರುವ ಪಂದ್ಯದಲ್ಲಿ ಅಮೆರಿಕ ತಂಡವನ್ನು ಎದುರಿಸಲಿದೆ. ಸೂರ್ಯಕುಮಾರ್ ಯಾದವ್ ನೇತೃತ್ವದ ತಂಡ ಗೆಲುವಿನೊಂದಿಗೆ ಅಭಿಯಾನ ಆರಂಭಿಸುವ ವಿಶ್ವಾಸದಲ್ಲಿದೆ. ತವರಿನಲ್ಲಿ ಪಂದ್ಯ ನಡೆಯುತ್ತಿರುವುದು ತಂಡಕ್ಕೆ ಲಾಭವಾಗಲಿದೆ. ಹಾಲಿ ಚಾಂಪಿಯನ್ ಕೂಡ ಎನಿಸಿಕೊಂಡಿರುವ ಸೂರ್ಯ ಪಡೆ ಶುಭಾರಂಭದ ಭರವಸೆಯಲ್ಲಿದೆ. ಸಂಜು ಸ್ಯಾಮ್ಸನ್‌ಗೆ ಒಲಿಯುವುದೇ ಅವಕಾಶ?: ವಿಶ್ವಕಪ್ ತಂಡ ಪ್ರಕಟಿಸುವಾಗ ಆರಂಭಕಾರ ಆಯ್ಕೆ ಪ್ರಶ್ನೆ ಬಂದಾಗ ಉತ್ತರವಾಗಿದ್ದ ಸಂಜು ಸ್ಯಾಮ್ಸನ್ ಆಸ್ಟ್ರೇಲಿಯಾ ಸರಣಿಯಲ್ಲಿ ಮಧ್ಯಮ ಕ್ರಮಾಂಕದ ಆಟಗಾರ ಎನಿಸಿಕೊಂಡಿದ್ದರು. ಆದರೆ ಶುಭಮನ್ ಗಿಲ್ ಅವರ ಟಿ20 ಸೀರಿಸ್ ಪ್ರದರ್ಶನವಾದ ಸಂಜು ಅವರನ್ನೇ ಆಯ್ಕೆ ಮಾಡುವಂತೆ ಮಾಡಿತು. ನ್ಯೂಜಿಲೆಂಡ್ ತಂಡಕ್ಕೆ ಆವರನ್ನು ಆಯ್ಕೆ ಮಾಡಿದ ನಂತರ ಕಳೆದ ನಾಲ್ಕು ಪಂದ್ಯಗಳಲ್ಲಿ ಸಂಜು ಸ್ಯಾಮ್ಸನ್ ಭಾರೀ ಹಿನ್ನಡೆ ಅನುಭವಿಸಿದ್ದಾರೆ. ಇಶಾನ್ ಕಿಶನ್ ಅಬ್ಬರಿಸುತ್ತಿದ್ದಂತೆ ಕಳಪೆ ಪ್ರದರ್ಶನ ನೀಡಿದ ಅವರು, ಅಭ್ಯಾಸ ಪಂದ್ಯದಲ್ಲಿ ಬ್ಯಾಟಿಂಗ್ ಮಾಡಿರಲಿಲ್ಲ. ಹಾರ್ದಿಕ್ ಪಾಂಡ್ಯ ಬೌಲಿಂಗ್ ನಲ್ಲಿ ಮಿಂಚುವ ನಿರೀಕ್ಷೆ ಇದೆ. ಜಸ್‌ಪ್ರೀತ್ ಬುಮ್ರಾ ಅವರ ಬೌಲಿಂಗ್ ಭಾರತಕ್ಕೆ ಬಲ ತುಂಬಲಿದೆ.	[615, 825, 803, 957]
jersey-text: INDIA	[570, 342, 600, 354]
crossword-cell[interactable]: 17	[578, 1398, 598, 1418]
separator: |	[267, 118, 286, 138]
puzzle-number: 5888	[668, 1178, 738, 1204]
t20-body	[210, 775, 372, 1150]
india-first-match-box	[610, 775, 917, 1150]
label-black: ಕಿರು	[90, 698, 110, 716]
crossword-cell[interactable]	[478, 1378, 498, 1398]
crossword-cell[interactable]: 10	[478, 1338, 498, 1358]
team-score: 40.2 ಓವರ್‌ಗಳಲ್ಲಿ 311/10	[547, 478, 626, 487]
body-text: ಭಾರತದ ಯುವ ಬ್ಯಾಟರ್ ವೈಭವ್ ಸೂರ್ಯವಂಶಿ ಅವರ ಅಬ್ಬರದ ಬ್ಯಾಟಿಂಗ್ ನೆರವಿನಿಂದ ಭಾರತ ತಂಡ ಅಂಡರ್-19 ವಿಶ್ವಕಪ್ ಫೈನಲ್ ಪಂದ್ಯದಲ್ಲಿ ಇಂಗ್ಲೆಂಡ್ ತಂಡವನ್ನು ಮಣಿಸಿ ಆರನೇ ಬಾರಿ ಪ್ರಶಸ್ತಿ ಗೆದ್ದುಕೊಂಡಿತು. ಮೊದಲು ಬ್ಯಾಟಿಂಗ್ ನಡೆಸಿದ ಭಾರತ 50 ಓವರ್‌ಗಳಲ್ಲಿ 9 ವಿಕೆಟ್‌ಗೆ 411 ರನ್ ಗಳಿಸಿತು. ಗುರಿ ಬೆನ್ನತ್ತಿದ ಇಂಗ್ಲೆಂಡ್ 40.2 ಓವರ್‌ಗಳಲ್ಲಿ 311 ರನ್‌ಗೆ ಆಲೌಟ್ ಆಯಿತು. ವೈಭವ್ 80 ಎಸೆತಗಳಲ್ಲಿ 175 ರನ್ ಬಾರಿಸಿದರು. ನಾಯಕ ಆಯುಷ್ ಮ್ಹಾತ್ರೆ 53 ರನ್ ಗಳಿಸಿದರು. ವೇದಾಂತ್ ತ್ರಿವೇದಿ, ಕುಂದು 40 ರನ್ ಕೊಡುಗೆ ನೀಡಿದರು. ಇಂಗ್ಲೆಂಡ್ ಪರ ಕಾಲೇಬ್ ಫಾಲ್ಕೋನರ್ 115 ರನ್ ಬಾರಿಸಿ ಏಕಾಂಗಿ ಹೋರಾಟ ನಡೆಸಿದರು. ಭಾರತ ತಂಡ ಈ ಮೊದಲು 2000, 2008, 2012, 2018 ಹಾಗೂ 2022ರಲ್ಲಿ ಪ್ರಶಸ್ತಿ ಗೆದ್ದಿತ್ತು.	[28, 422, 218, 516]
kicker-part: ಅದ್ದೂರಿ ಚಾಲನೆ ನಂತರ ಪಂದ್ಯಾಟ	[621, 693, 795, 712]
crossword-block	[498, 1318, 518, 1338]
kirusuddi-label	[90, 698, 148, 716]
crossword-block	[578, 1358, 598, 1378]
team-celebration-photo	[28, 232, 515, 415]
crossword-block	[558, 1258, 578, 1278]
headline-line: ಅಭಿನಂದನೆ ಮಹಾಪೂರ	[670, 166, 859, 195]
crossword-author	[528, 1215, 598, 1225]
rcb-records-box	[803, 290, 917, 460]
clue-item: 14.ಅಗ	[668, 1385, 687, 1393]
crossword-cell[interactable]	[598, 1318, 618, 1338]
clue-item: 3.ಸಠ 4.ಸಹಚರ	[668, 1335, 706, 1343]
crossword-cell[interactable]	[638, 1298, 658, 1318]
separator-accent	[640, 1156, 730, 1165]
crossword-cell[interactable]	[598, 1278, 618, 1298]
crossword-cell[interactable]	[618, 1338, 638, 1358]
crossword-block	[478, 1318, 498, 1338]
kirusuddi-hand-icon	[40, 692, 86, 728]
crossword-cell[interactable]: 8	[618, 1298, 638, 1318]
record-item: » ವಿಶ್ವಕಪ್ ಫೈನಲ್ ಪಂದ್ಯದಲ್ಲಿ ಅತಿ ಹೆಚ್ಚು ರನ್ ಗಳಿಸಿದ ತಂಡ (411)	[518, 600, 658, 628]
dateline: ಹರಾರೆ(ಜಿಂಬಾಬ್ವೆ):	[28, 422, 74, 430]
registration-marks	[90, 1437, 134, 1456]
crossword-cell[interactable]	[518, 1298, 538, 1318]
crossword-block	[578, 1318, 598, 1338]
headline-black: ಭಾರತಕ್ಕೆ ವಿಶ್ವಕಪ್	[26, 142, 355, 210]
column-rule	[662, 115, 663, 685]
separator: |	[604, 693, 622, 712]
captains-photo	[378, 780, 600, 930]
side-title: ಅಮೆರಿಕಕ್ಕೂ ಗೆಲ್ಲುವ ಗುರಿ	[809, 1017, 893, 1048]
headline-line: ಆರ್‌ಸಿಬಿ ವಿಜಯೋತ್ಸವಕ್ಕೆ	[670, 135, 870, 164]
crossword-cell[interactable]	[498, 1398, 518, 1418]
crossword-cell[interactable]	[638, 1258, 658, 1278]
team-label: ಇಂಗ್ಲೆಂಡ್:	[518, 478, 545, 487]
t20-logo: T20	[211, 46, 297, 95]
clue-item: 3.ಆಕಸ್ಮಿಕವಾದ ಘಟನೆ-ಸಂದರ್ಭ (4)	[750, 1316, 829, 1324]
dateline: ಕೋಲ್ಕತಾ:	[32, 1006, 57, 1014]
scorecard	[518, 420, 658, 685]
photo-title	[408, 802, 594, 811]
t20-headline: ಇಂದಿನಿಂದ ವಿಶ್ವಾದ್ಯಂತ ವಿಶ್ವಕಪ್ ಸಡಗರ	[210, 712, 782, 766]
clue-item: 13.ಮಾಲೀಕ-ಮುಖ್ಯಸ್ಥನಿತ (4)	[750, 1376, 817, 1384]
box-title: ವಿಶ್ವಕಪ್‌ಗೆ ಸ್ಕಾಟ್ಲೆಂಡ್ ಸಿದ್ಧ	[381, 939, 509, 957]
crossword-cell[interactable]: 12	[578, 1338, 598, 1358]
crossword-block	[498, 1258, 518, 1278]
clue-item: 3.ಯಾಜಿಸ ಕಡೆಗೆ ಹೊರಟ ಪ್ರವಾಸಿ (4)	[750, 1196, 833, 1204]
dateline: ಬೆಂಗಳೂರು:	[32, 772, 61, 780]
kicker-part: ಶ್ರೀಲಂಕಾದಲ್ಲಿಂದು ವಿಶ್ವಕಪ್‌ನ ಮೊದಲ ಪಂದ್ಯ	[212, 693, 444, 712]
pakistan-box	[375, 1045, 605, 1150]
crossword-cell[interactable]	[638, 1358, 658, 1378]
crossword-cell[interactable]: 5	[518, 1278, 538, 1298]
clue-item: 17.ಪೂಜ್ಯಭಾವನೆ ಇಲ್ಲದವನು (4)	[750, 1276, 824, 1284]
crossword-block	[498, 1378, 518, 1398]
crossword-cell[interactable]: 11	[538, 1338, 558, 1358]
lead-kicker	[28, 118, 484, 138]
chevron-icon: »	[528, 1215, 535, 1223]
crossword-cell[interactable]	[518, 1238, 538, 1258]
box-body: ಟೂರ್ನಿಯ ಮೊದಲ ಪಂದ್ಯದಲ್ಲಿ ಪಾಕಿಸ್ತಾನ ಹಾಗೂ ನೆದರ್ಲೆಂಡ್ಸ್ ತಂಡಗಳು ಮುಖಾಮುಖಿಯಾಗಲಿವೆ. ಅಶ್ವಿನಿಯಾ ತಂಡದೊಂದಿಗೆ ಪಾಕಿಸ್ತಾನ ಆಡಲಿದೆ. ಭಾರತ ಗೆಲುವು ಸಾಧಿಸುವ ನಿರೀಕ್ಷೆಯಲ್ಲಿದೆ. ಪಾಕಿಸ್ತಾನ ತಂಡ ಬಲಿಷ್ಠವಾಗಿದ್ದು ಗೆಲುವಿನ ಆರಂಭ ಪಡೆಯಲು ಸಜ್ಜಾಗಿದೆ. ಕೊಲಂಬೊದಲ್ಲಿ ಈ ಪಂದ್ಯ ನಡೆಯಲಿದೆ.	[381, 1071, 599, 1108]
crossword-cell[interactable]	[498, 1338, 518, 1358]
label-red: ಸುದ್ದಿ	[109, 698, 134, 716]
crossword-block	[618, 1358, 638, 1378]
rcb-headline	[670, 134, 869, 196]
crossword-cell[interactable]	[618, 1238, 638, 1258]
kicker-part: ಭಾರತಕ್ಕೆ ಅಮೆರಿಕ ಎದುರಾಳಿ	[460, 693, 605, 712]
crossword-cell[interactable]: 4	[638, 1238, 658, 1258]
crossword-cell[interactable]	[538, 1358, 558, 1378]
crossword-cell[interactable]: 16	[478, 1398, 498, 1418]
decor-flame	[38, 48, 78, 118]
title-letter: ಬಂ	[571, 1186, 587, 1202]
clue-item: 12.ಮೊದಲು ಪಾನುಹೂತ್ತು ನಿಂತ ನಮ್ಮ ದೇಶವಿದು (4)	[750, 1246, 867, 1254]
crossword-block	[638, 1318, 658, 1338]
crossword-cell[interactable]: 6	[558, 1278, 578, 1298]
clue-item: 15.ಪರಾಗ 16.ರಜ್ವಾಹಿ	[668, 1305, 720, 1313]
crossword-block	[518, 1338, 538, 1358]
chevron-icon: »	[133, 698, 149, 716]
crossword-block	[498, 1358, 518, 1378]
kicker-part: ಆರನೇ ಅಂಡರ್-19 ವಿಶ್ವಕಪ್ ಗೆದ್ದ ಭಾರತ	[28, 118, 268, 138]
trophy-icon	[183, 30, 209, 108]
clue-item: 5.ಬಂದೂಕವನ್ನು ಮುಚ್ಚಿಟ್ಟದ್ದು ಈ ಕಬ್ಬಿಣದ ಪೆಟ್ಟಿಗೆಯಲ್ಲಿ (3)	[750, 1336, 877, 1344]
records-list	[808, 309, 912, 438]
crossword-block	[558, 1338, 578, 1358]
decor-flame	[68, 38, 108, 108]
team-detail: ವೈಭವ್ 175, ಆಯುಷ್ 53, ಕುಂದು 40; ಮಿಂಟೋ 63/3	[518, 451, 658, 470]
answer-number: 5887	[685, 1209, 721, 1229]
crossword-block	[618, 1378, 638, 1398]
photo-banner: U19 MEN'S CRICKET WORLD CUP ZIMBABWE	[188, 374, 344, 381]
crossword-cell[interactable]	[598, 1358, 618, 1378]
separator: |	[443, 693, 461, 712]
crossword-block	[598, 1378, 618, 1398]
crossword-cell[interactable]	[518, 1398, 538, 1418]
crossword-block	[618, 1278, 638, 1298]
crossword-cell[interactable]	[538, 1298, 558, 1318]
side-column	[806, 825, 912, 1145]
crossword-cell[interactable]	[478, 1358, 498, 1378]
crossword-block	[538, 1278, 558, 1298]
crossword-block	[558, 1238, 578, 1258]
crossword-cell[interactable]	[638, 1378, 658, 1398]
records-list	[518, 572, 658, 656]
answer-label: ಉತ್ತರ	[689, 1228, 717, 1243]
